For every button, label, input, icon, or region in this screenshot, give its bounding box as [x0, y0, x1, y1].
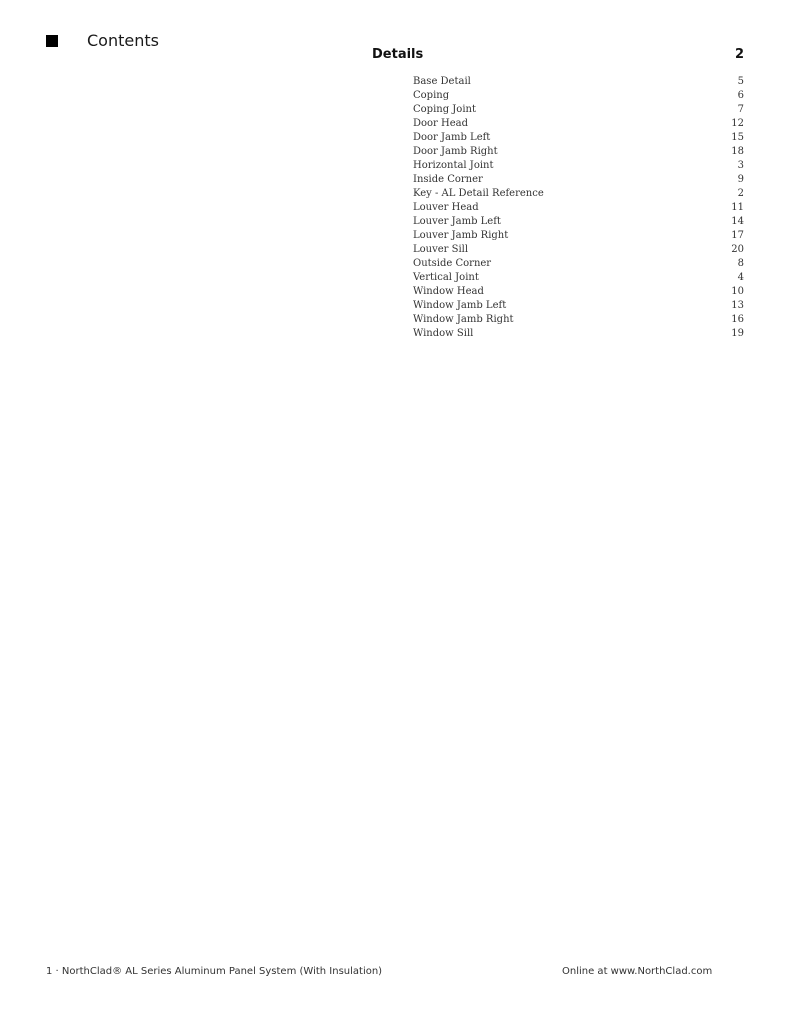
toc-entry[interactable]	[372, 229, 746, 243]
toc-entry-page: 16	[731, 314, 744, 325]
toc-entry-page: 15	[731, 132, 744, 143]
toc-entry-page: 6	[737, 90, 744, 101]
toc-entry[interactable]	[372, 117, 746, 131]
contents-section	[372, 47, 746, 341]
toc-entry-label: Horizontal Joint	[413, 160, 494, 171]
toc-entry[interactable]	[372, 215, 746, 229]
section-header	[372, 47, 746, 65]
toc-entry-label: Window Jamb Left	[413, 300, 507, 311]
toc-entry-page: 18	[731, 146, 744, 157]
section-title[interactable]: Details	[372, 47, 424, 62]
toc-entry[interactable]	[372, 145, 746, 159]
toc-entry-page: 3	[737, 160, 744, 171]
toc-entry-label: Outside Corner	[413, 258, 492, 269]
toc-entry-page: 14	[731, 216, 744, 227]
toc-entry[interactable]	[372, 313, 746, 327]
toc-entry-label: Window Head	[413, 286, 484, 297]
toc-entry-label: Base Detail	[413, 76, 471, 87]
toc-entry-page: 2	[737, 188, 744, 199]
toc-entry-page: 9	[737, 174, 744, 185]
toc-entry-page: 8	[737, 258, 744, 269]
toc-entry-page: 5	[737, 76, 744, 87]
page-header	[46, 31, 159, 51]
toc-entry[interactable]	[372, 201, 746, 215]
toc-entry[interactable]	[372, 187, 746, 201]
footer-website-link[interactable]: Online at www.NorthClad.com	[562, 966, 713, 977]
toc-entry[interactable]	[372, 173, 746, 187]
toc-entry-page: 11	[731, 202, 744, 213]
toc-entry-page: 4	[737, 272, 744, 283]
toc-entry-page: 19	[731, 328, 744, 339]
toc-entry-page: 20	[731, 244, 744, 255]
toc-entry[interactable]	[372, 327, 746, 341]
toc-entry[interactable]	[372, 131, 746, 145]
toc-entry-page: 10	[731, 286, 744, 297]
toc-entry-label: Coping Joint	[413, 104, 476, 115]
toc-entry-label: Coping	[413, 90, 450, 101]
page-title: Contents	[87, 31, 159, 50]
toc-entry-label: Key - AL Detail Reference	[413, 188, 544, 199]
toc-entry-page: 12	[731, 118, 744, 129]
toc-entry-label: Louver Jamb Left	[413, 216, 501, 227]
toc-entry[interactable]	[372, 103, 746, 117]
toc-entry-label: Vertical Joint	[413, 272, 479, 283]
toc-entry-label: Inside Corner	[413, 174, 483, 185]
toc-entry[interactable]	[372, 271, 746, 285]
toc-entry-page: 7	[737, 104, 744, 115]
toc-entry-label: Door Jamb Left	[413, 132, 491, 143]
toc-list	[372, 75, 746, 341]
toc-entry-label: Louver Jamb Right	[413, 230, 509, 241]
toc-entry[interactable]	[372, 89, 746, 103]
toc-entry-label: Door Head	[413, 118, 469, 129]
toc-entry[interactable]	[372, 285, 746, 299]
toc-entry-label: Door Jamb Right	[413, 146, 498, 157]
footer-document-title: 1 · NorthClad® AL Series Aluminum Panel System (With Insulation)	[46, 966, 383, 977]
toc-entry-page: 13	[731, 300, 744, 311]
square-bullet-icon	[46, 35, 58, 47]
toc-entry[interactable]	[372, 75, 746, 89]
toc-entry-label: Window Sill	[413, 328, 474, 339]
toc-entry-label: Window Jamb Right	[413, 314, 514, 325]
section-page-number: 2	[734, 47, 744, 62]
toc-entry-label: Louver Sill	[413, 244, 469, 255]
toc-entry[interactable]	[372, 243, 746, 257]
toc-entry-page: 17	[731, 230, 744, 241]
toc-entry[interactable]	[372, 257, 746, 271]
toc-entry-label: Louver Head	[413, 202, 479, 213]
toc-entry[interactable]	[372, 299, 746, 313]
toc-entry[interactable]	[372, 159, 746, 173]
